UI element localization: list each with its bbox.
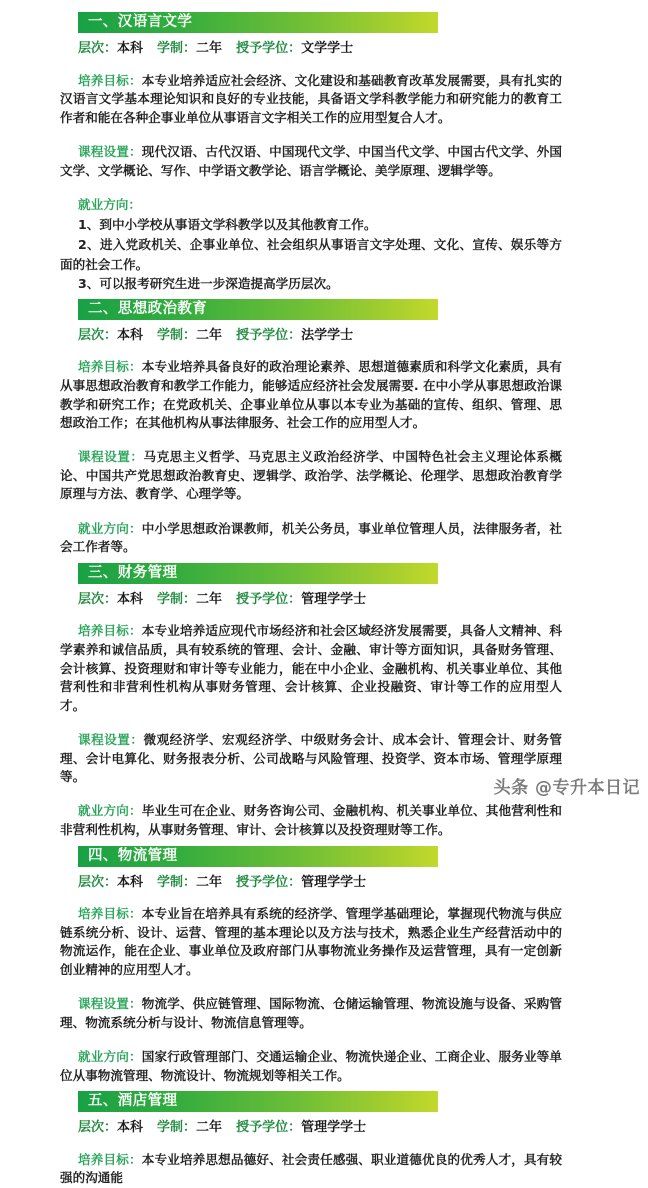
courses-paragraph-2	[60, 448, 562, 504]
section-meta-5	[78, 1117, 560, 1138]
section-header-1	[78, 12, 438, 33]
employment-list-item: 3、可以报考研究生进一步深造提高学历层次。	[78, 276, 339, 292]
level-value: 本科	[117, 41, 144, 56]
section-title-3: 三、财务管理	[88, 565, 178, 582]
objective-paragraph-1	[60, 72, 562, 128]
duration-label: 学制：	[157, 1120, 197, 1136]
objective-text-2: 本专业培养具备良好的政治理论素养、思想道德素质和科学文化素质，具有从事思想政治教育和教学工作能力，能够适应经济社会发展需要. 在中小学从事思想政治课教学和研究工作；在党政机关、企事业单位从事以本专业为基础的宣传、组织、管理、思想政治工作；在其他机构从事法律服务、社会工作的应用型人才。	[60, 359, 563, 431]
employment-text-2: 中小学思想政治课教师，机关公务员，事业单位管理人员，法律服务者，社会工作者等。	[60, 520, 563, 555]
objective-label: 培养目标：	[78, 906, 142, 922]
employment-paragraph-4	[60, 1048, 562, 1085]
duration-value: 二年	[196, 1120, 223, 1136]
level-label: 层次：	[78, 327, 118, 343]
objective-label: 培养目标：	[78, 1151, 142, 1167]
level-label: 层次：	[78, 591, 118, 607]
courses-paragraph-3	[60, 731, 562, 787]
section-header-5	[78, 1091, 438, 1112]
objective-text-5: 本专业培养思想品德好、社会责任感强、职业道德优良的优秀人才，具有较强的沟通能	[60, 1151, 563, 1186]
employment-list-item: 1、到中小学校从事语文学科教学以及其他教育工作。	[78, 217, 377, 233]
section-title-4: 四、物流管理	[88, 847, 178, 864]
major-section-4	[0, 846, 648, 1086]
level-value: 本科	[117, 591, 144, 607]
degree-label: 授予学位：	[236, 1120, 302, 1136]
employment-list-item: 2、进入党政机关、企事业单位、社会组织从事语言文字处理、文化、宣传、娱乐等方面的社会工作。	[60, 236, 562, 272]
section-title-1: 一、汉语言文学	[88, 14, 193, 31]
duration-value: 二年	[196, 874, 223, 890]
major-section-2	[0, 299, 648, 557]
degree-label: 授予学位：	[236, 327, 302, 343]
section-meta-4	[78, 872, 560, 893]
major-section-3	[0, 563, 648, 840]
employment-label: 就业方向：	[78, 1048, 142, 1064]
courses-text-1: 现代汉语、古代汉语、中国现代文学、中国当代文学、中国古代文学、外国文学、文学概论、写作、中学语文教学论、语言学概论、美学原理、逻辑学等。	[60, 143, 563, 178]
objective-paragraph-5	[60, 1151, 562, 1188]
objective-label: 培养目标：	[78, 72, 142, 88]
courses-label: 课程设置：	[78, 732, 144, 747]
employment-label: 就业方向：	[78, 803, 142, 819]
courses-label: 课程设置：	[78, 996, 142, 1012]
section-title-5: 五、酒店管理	[88, 1093, 178, 1110]
objective-label: 培养目标：	[78, 623, 142, 639]
duration-label: 学制：	[157, 874, 197, 890]
duration-label: 学制：	[157, 41, 197, 56]
degree-value: 法学学士	[301, 327, 354, 343]
section-header-4	[78, 846, 438, 867]
level-value: 本科	[117, 874, 144, 890]
employment-paragraph-1	[60, 196, 562, 215]
degree-label: 授予学位：	[236, 41, 302, 56]
degree-value: 文学学士	[301, 41, 354, 56]
employment-label: 就业方向：	[78, 520, 142, 536]
duration-label: 学制：	[157, 591, 197, 607]
employment-paragraph-3	[60, 802, 562, 839]
objective-text-3: 本专业培养适应现代市场经济和社会区域经济发展需要，具备人文精神、科学素养和诚信品质，具有较系统的管理、会计、金融、审计等方面知识，具备财务管理、会计核算、投资理财和审计等专业能力，能在中小企业、金融机构、机关事业单位、其他营利性和非营利性机构从事财务管理、会计核算、企业投融资、审计等工作的应用型人才。	[60, 623, 563, 713]
objective-text-4: 本专业旨在培养具有系统的经济学、管理学基础理论，掌握现代物流与供应链系统分析、设计、运营、管理的基本理论以及方法与技术，熟悉企业生产经营活动中的物流运作，能在企业、事业单位及政府部门从事物流业务操作及运营管理，具有一定创新创业精神的应用型人才。	[60, 906, 563, 977]
level-label: 层次：	[78, 874, 118, 890]
courses-text-4: 物流学、供应链管理、国际物流、仓储运输管理、物流设施与设备、采购管理、物流系统分析与设计、物流信息管理等。	[60, 996, 563, 1030]
section-header-3	[78, 563, 438, 584]
section-meta-1	[78, 38, 560, 59]
objective-paragraph-3	[60, 622, 562, 715]
objective-label: 培养目标：	[78, 359, 142, 375]
employment-text-4: 国家行政管理部门、交通运输企业、物流快递企业、工商企业、服务业等单位从事物流管理、物流设计、物流规划等相关工作。	[60, 1048, 563, 1083]
section-meta-2	[78, 325, 560, 346]
employment-list-1	[0, 215, 648, 293]
level-value: 本科	[117, 327, 144, 343]
duration-value: 二年	[196, 41, 223, 56]
objective-text-1: 本专业培养适应社会经济、文化建设和基础教育改革发展需要，具有扎实的汉语言文学基本理论知识和良好的专业技能，具备语文学科教学能力和研究能力的教育工作者和能在各种企事业单位从事语言文字相关工作的应用型复合人才。	[60, 72, 563, 125]
major-section-1	[0, 12, 648, 294]
level-label: 层次：	[78, 1120, 118, 1136]
degree-label: 授予学位：	[236, 591, 302, 607]
courses-paragraph-1	[60, 143, 562, 180]
objective-paragraph-2	[60, 358, 562, 432]
courses-text-3: 微观经济学、宏观经济学、中级财务会计、成本会计、管理会计、财务管理、会计电算化、财务报表分析、公司战略与风险管理、投资学、资本市场、管理学原理等。	[60, 732, 563, 785]
employment-paragraph-2	[60, 520, 562, 557]
duration-label: 学制：	[157, 327, 197, 343]
level-value: 本科	[117, 1120, 144, 1136]
degree-value: 管理学学士	[301, 591, 367, 607]
employment-label: 就业方向：	[78, 196, 141, 212]
major-section-5	[0, 1091, 648, 1188]
section-meta-3	[78, 589, 560, 610]
employment-text-3: 毕业生可在企业、财务咨询公司、金融机构、机关事业单位、其他营利性和非营利性机构，从事财务管理、审计、会计核算以及投资理财等工作。	[60, 803, 563, 837]
watermark: 头条 @专升本日记	[493, 778, 640, 798]
courses-label: 课程设置：	[78, 143, 142, 159]
duration-value: 二年	[196, 327, 223, 343]
objective-paragraph-4	[60, 905, 562, 979]
section-header-2	[78, 299, 438, 320]
degree-value: 管理学学士	[301, 874, 367, 890]
level-label: 层次：	[78, 41, 118, 56]
section-title-2: 二、思想政治教育	[88, 300, 208, 317]
courses-paragraph-4	[60, 995, 562, 1032]
degree-label: 授予学位：	[236, 874, 302, 890]
courses-text-2: 马克思主义哲学、马克思主义政治经济学、中国特色社会主义理论体系概论、中国共产党思想政治教育史、逻辑学、政治学、法学概论、伦理学、思想政治教育学原理与方法、教育学、心理学等。	[60, 449, 563, 502]
courses-label: 课程设置：	[78, 449, 144, 465]
duration-value: 二年	[196, 591, 223, 607]
degree-value: 管理学学士	[301, 1120, 367, 1136]
